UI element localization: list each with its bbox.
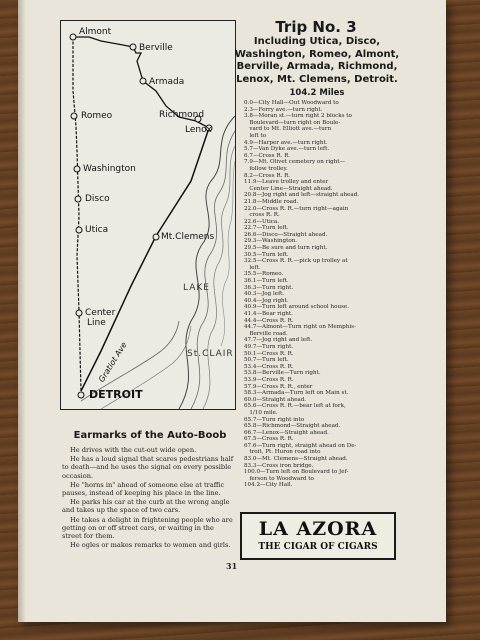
town-armada: Armada — [149, 77, 185, 87]
earmark-paragraph: He drives with the cut-out wide open. — [70, 446, 197, 454]
ad-brand: LA AZORA — [258, 518, 378, 540]
route-step: 0.0—City Hall—Out Woodward to — [244, 100, 339, 106]
washington-dot — [74, 166, 81, 173]
earmark-paragraph: He ogles or makes remarks to women and girls. — [70, 541, 231, 550]
route-step: 49.7—Turn right. — [244, 343, 294, 350]
route-step: 3.8—Moran st.—turn right 2 blocks to — [244, 113, 352, 120]
disco-dot — [75, 196, 82, 203]
route-step: 104.2—City Hall. — [244, 482, 293, 489]
town-center-line-1: Center — [85, 308, 116, 318]
utica-dot — [76, 227, 83, 234]
route-step: 6.7—Cross R. R. — [244, 152, 291, 159]
route-step: 22.6—Utica. — [244, 218, 280, 225]
town-almont: Almont — [79, 27, 112, 37]
route-step: 83.0—Mt. Clemens—Straight ahead. — [244, 456, 348, 463]
town-berville: Berville — [139, 43, 173, 53]
route-step: troit, Pt. Huron road into — [244, 449, 321, 456]
route-step: 36.3—Turn right. — [244, 284, 294, 291]
route-step: 83.3—Cross iron bridge. — [244, 462, 314, 469]
route-step: 50.7—Turn left. — [244, 357, 289, 364]
route-step: ferson to Woodward to — [244, 475, 314, 482]
town-romeo: Romeo — [81, 111, 113, 121]
route-step: 7.9—Mt. Olivet cemetery on right— — [244, 159, 346, 166]
town-disco: Disco — [85, 194, 110, 204]
earmark-paragraph: He has a loud signal that scares pedestrians half to death—and he uses the signal on every possible occasion. — [62, 455, 234, 480]
route-step: 53.8—Berville—Turn right. — [244, 370, 321, 377]
route-step: 40.3—Jog left. — [244, 291, 285, 298]
route-step: cross R. R. — [244, 212, 280, 219]
center-line-dot — [76, 310, 83, 317]
town-detroit: DETROIT — [89, 388, 143, 401]
earmark-paragraph: He "horns in" ahead of someone else at traffic pauses, instead of keeping his place in the line. — [62, 480, 225, 498]
route-step: 2.3—Ferry ave.—turn right. — [244, 106, 323, 113]
route-step: left to — [244, 132, 267, 139]
page-gutter-shadow — [18, 0, 26, 622]
route-step: 65.6—Cross R. R.—bear left at fork, — [244, 403, 346, 410]
town-lenox: Lenox — [185, 125, 212, 135]
route-step: 22.7—Turn left. — [244, 225, 289, 232]
trip-subtitle: Including Utica, Disco, Washington, Romeo, Almont, Berville, Armada, Richmond, Lenox, Mt. Clemens, Detroit. — [234, 36, 400, 85]
ad-tagline: THE CIGAR OF CIGARS — [258, 542, 378, 552]
route-step: 22.0—Cross R. R.—turn right—again — [244, 205, 349, 212]
route-step: 53.4—Cross R. R. — [244, 363, 294, 370]
gratiot-ave-label: Gratiot Ave — [97, 340, 129, 384]
route-step: 40.4—Jog right. — [244, 297, 289, 304]
route-step: Berville road. — [244, 330, 288, 337]
route-step: 26.6—Disco—Straight ahead. — [244, 231, 328, 238]
detroit-dot — [78, 392, 85, 399]
route-step: 20.8—Jog right and left—straight ahead. — [244, 192, 360, 199]
route-step: 53.9—Cross R. R. — [244, 376, 294, 383]
town-center-line-2: Line — [87, 318, 106, 328]
route-step: 30.5—Turn left. — [244, 251, 289, 258]
st-clair-label: St.CLAIR — [187, 349, 234, 359]
route-step: 32.5—Cross R. R.—pick up trolley at — [244, 258, 348, 265]
route-step: 11.9—Leave trolley and enter — [244, 179, 329, 186]
route-step: 50.1—Cross R. R. — [244, 350, 294, 357]
route-step: 60.0—Straight ahead. — [244, 396, 307, 403]
route-step: 66.7—Lenox—Straight ahead. — [244, 429, 329, 436]
route-step: 35.5—Romeo. — [244, 271, 284, 278]
earmarks-body — [62, 446, 234, 550]
town-richmond: Richmond — [159, 110, 205, 120]
route-step: 41.4—Bear right. — [244, 311, 293, 317]
almont-dot — [70, 34, 77, 41]
route-step: 1/10 mile. — [244, 409, 278, 416]
town-utica: Utica — [85, 225, 109, 235]
route-step: 29.3—Washington. — [244, 238, 298, 245]
route-step: 40.9—Turn left around school house. — [244, 304, 350, 311]
route-step: 29.5—Be sure and turn right. — [244, 245, 328, 252]
route-step: 58.3—Armada—Turn left on Main st. — [244, 390, 349, 397]
route-step: 44.4—Cross R. R. — [244, 317, 294, 324]
romeo-dot — [71, 113, 78, 120]
cigar-advertisement — [240, 512, 396, 560]
route-map — [60, 20, 236, 410]
town-mt-clemens: Mt.Clemens — [161, 232, 215, 242]
route-directions — [244, 100, 404, 489]
town-washington: Washington — [83, 164, 136, 174]
route-step: vard to Mt. Elliott ave.—turn — [244, 126, 332, 133]
route-step: 47.7—Jog right and left. — [244, 337, 313, 344]
trip-distance: 104.2 Miles — [289, 88, 345, 98]
armada-dot — [140, 78, 147, 85]
route-step: follow trolley. — [244, 165, 288, 172]
route-step: 44.7—Almont—Turn right on Memphis- — [244, 324, 356, 331]
route-step: 21.8—Middle road. — [244, 198, 299, 205]
route-step: 100.0—Turn left on Boulevard to Jef- — [244, 469, 349, 476]
trip-title: Trip No. 3 — [275, 18, 357, 36]
berville-dot — [130, 44, 137, 51]
route-step: 67.6—Turn right, straight ahead on De- — [244, 442, 357, 449]
mt-clemens-dot — [153, 234, 160, 241]
earmarks-title: Earmarks of the Auto-Boob — [73, 430, 227, 441]
page-number: 31 — [226, 561, 238, 571]
route-step: 67.5—Cross R. R. — [244, 436, 294, 443]
route-step: 8.2—Cross R. R. — [244, 172, 291, 179]
earmark-paragraph: He takes a delight in frightening people who are getting on or off street cars, or waiting in the street for them. — [62, 515, 233, 541]
earmark-paragraph: He parks his car at the curb at the wrong angle and takes up the space of two cars. — [62, 498, 230, 515]
route-step: Center Line—Straight ahead. — [244, 185, 333, 192]
route-step: 5.7—Van Dyke ave.—turn left. — [244, 146, 330, 153]
route-step: left. — [244, 264, 261, 271]
route-step: 65.8—Richmond—Straight ahead. — [244, 423, 341, 430]
route-step: 36.1—Turn left. — [244, 278, 289, 285]
route-step: Boulevard—turn right on Boule- — [244, 119, 341, 126]
route-step: 57.9—Cross R. R., enter — [244, 383, 313, 390]
lake-label: LAKE — [183, 283, 210, 293]
book-page — [18, 0, 446, 622]
route-step: 65.7—Turn right into — [244, 416, 305, 423]
route-step: 4.9—Harper ave.—turn right. — [244, 139, 328, 146]
